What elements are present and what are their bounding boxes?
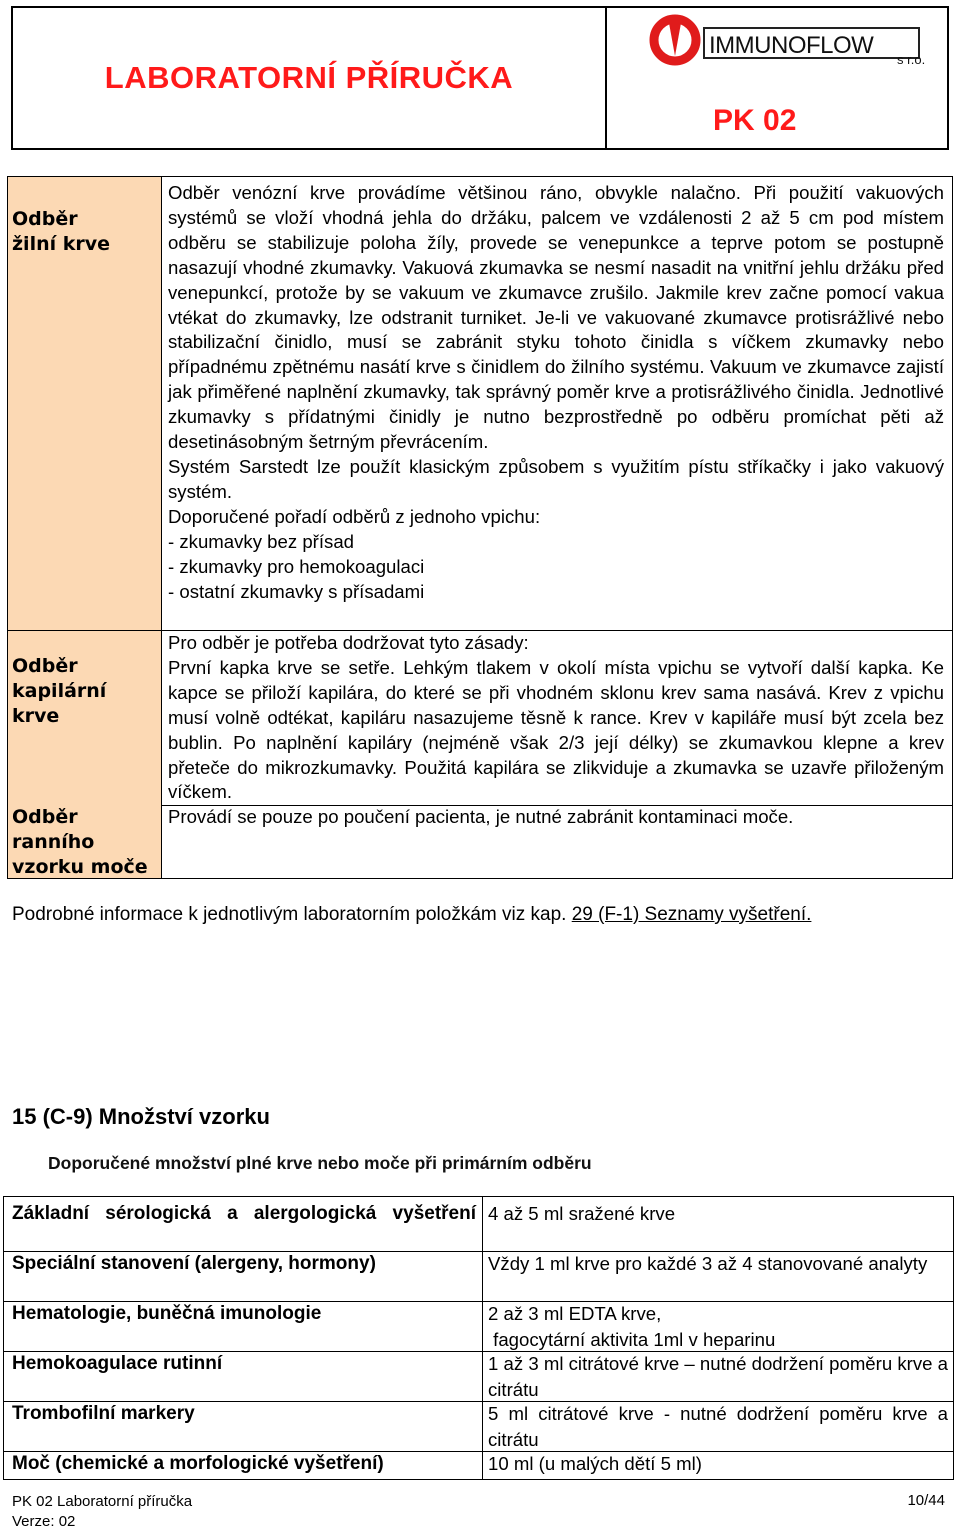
immunoflow-logo (649, 14, 939, 70)
logo-graphic (649, 14, 939, 70)
order-item: - zkumavky pro hemokoagulaci (168, 555, 425, 577)
capillary-text (168, 631, 944, 805)
capillary-paragraph: První kapka krve se setře. Lehkým tlakem v okolí místa vpichu se vytvoří další kapka. Ke kapce se přiloží kapilára, do které se při vhodném sklonu krev sama nasává. Krev z vpichu musí volně odtékat, kapiláru nasazujeme těsně k rance. Krev v kapiláře musí být zcela bez bublin. Po naplnění kapiláry (nejméně však 2/3 její délky) se zkumavkou klepne a krev přeteče do mikrozkumavky. Použitá kapilára se zlikviduje a zkumavka se uzavře přiloženým víčkem. (168, 656, 944, 803)
document-title: LABORATORNÍ PŘÍRUČKA (104, 60, 514, 95)
test-name: Hemokoagulace rutinní (12, 1353, 223, 1374)
page-number: 10/44 (907, 1492, 945, 1509)
header-divider (605, 8, 607, 148)
amount-table (3, 1196, 954, 1480)
section-subheading: Doporučené množství plné krve nebo moče při primárním odběru (48, 1153, 592, 1173)
footer-document: PK 02 Laboratorní příručka (12, 1493, 193, 1510)
sample-amount: 1 až 3 ml citrátové krve – nutné dodržení poměru krve a citrátu (488, 1353, 948, 1400)
urine-paragraph: Provádí se pouze po poučení pacienta, je nutné zabránit kontaminaci moče. (168, 806, 794, 827)
urine-text (168, 805, 944, 830)
venous-paragraph: Odběr venózní krve provádíme většinou ráno, obvykle nalačno. Při použití vakuových systémů se vloží vhodná jehla do držáku, palcem ve vzdálenosti 2 až 5 cm pod místem odběru se stabilizuje poloha žíly, provede se venepunkce a teprve potom se postupně nasazují vhodné zkumavky. Vakuová zkumavka se nesmí nasadit na vnitřní jehlu držáku před venepunkcí, protože by se vakuum ve zkumavce zrušilo. Jakmile krev začne pomocí vakua vtékat do zkumavky, lze odstranit turniket. Je-li ve vakuované zkumavce protisrážlivé nebo stabilizační činidlo, musí se zabránit styku tohoto činidla s víčkem zkumavky nebo případnému zpětnému nasátí krve s činidlem do žilního systému. Vakuum ve zkumavce zajistí jak přiměřené naplnění zkumavky, tak správný poměr krve a protisrážlivého činidla. Jednotlivé zkumavky s přídatnými činidly je nutno bezprostředně po odběru promíchat pěti až desetinásobným šetrným převrácením. (168, 182, 944, 453)
sample-amount: Vždy 1 ml krve pro každé 3 až 4 stanovované analyty (488, 1253, 928, 1274)
sample-amount (488, 1301, 948, 1352)
label-cell-capillary (8, 630, 162, 805)
venous-paragraph: Systém Sarstedt lze použít klasickým způsobem s využitím pístu stříkačky i jako vakuový systém. (168, 455, 944, 502)
logo-suffix: s r.o. (897, 52, 926, 67)
label-capillary-2: kapilární (12, 680, 107, 702)
sample-amount-line: fagocytární aktivita 1ml v heparinu (488, 1328, 776, 1350)
label-venous-1: Odběr (12, 208, 78, 230)
info-line (12, 904, 811, 926)
venous-text (168, 181, 944, 604)
label-capillary-3: krve (12, 705, 60, 727)
order-heading: Doporučené pořadí odběrů z jednoho vpichu: (168, 505, 541, 527)
sample-amount-line: 2 až 3 ml EDTA krve, (488, 1303, 662, 1324)
label-cell-venous (8, 177, 162, 630)
test-name: Základní sérologická a alergologická vyšetření (12, 1203, 476, 1224)
page-footer (12, 1492, 192, 1532)
test-name: Hematologie, buněčná imunologie (12, 1303, 322, 1324)
sample-amount: 5 ml citrátové krve - nutné dodržení poměru krve a citrátu (488, 1403, 948, 1450)
label-urine-2: ranního (12, 831, 95, 853)
label-capillary-1: Odběr (12, 655, 78, 677)
logo-text: IMMUNOFLOW (709, 32, 874, 59)
test-name: Speciální stanovení (alergeny, hormony) (12, 1253, 376, 1274)
label-urine-3: vzorku moče (12, 856, 148, 878)
page-header (11, 6, 949, 150)
sample-amount: 4 až 5 ml sražené krve (488, 1203, 676, 1224)
label-urine-1: Odběr (12, 806, 78, 828)
label-cell-urine (8, 805, 162, 878)
footer-version: Verze: 02 (12, 1513, 76, 1530)
document-code: PK 02 (713, 104, 797, 137)
column-divider (482, 1197, 483, 1479)
order-item: - zkumavky bez přísad (168, 530, 355, 552)
test-name: Moč (chemické a morfologické vyšetření) (12, 1453, 384, 1474)
sample-amount: 10 ml (u malých dětí 5 ml) (488, 1453, 702, 1474)
label-venous-2: žilní krve (12, 233, 111, 255)
sampling-table (7, 176, 953, 879)
order-item: - ostatní zkumavky s přísadami (168, 580, 425, 602)
capillary-paragraph: Pro odběr je potřeba dodržovat tyto zásady: (168, 632, 529, 653)
section-heading: 15 (C-9) Množství vzorku (12, 1104, 270, 1129)
info-text: Podrobné informace k jednotlivým laboratorním položkám viz kap. (12, 904, 572, 925)
chapter-link[interactable]: 29 (F-1) Seznamy vyšetření. (571, 904, 812, 925)
test-name: Trombofilní markery (12, 1403, 195, 1424)
